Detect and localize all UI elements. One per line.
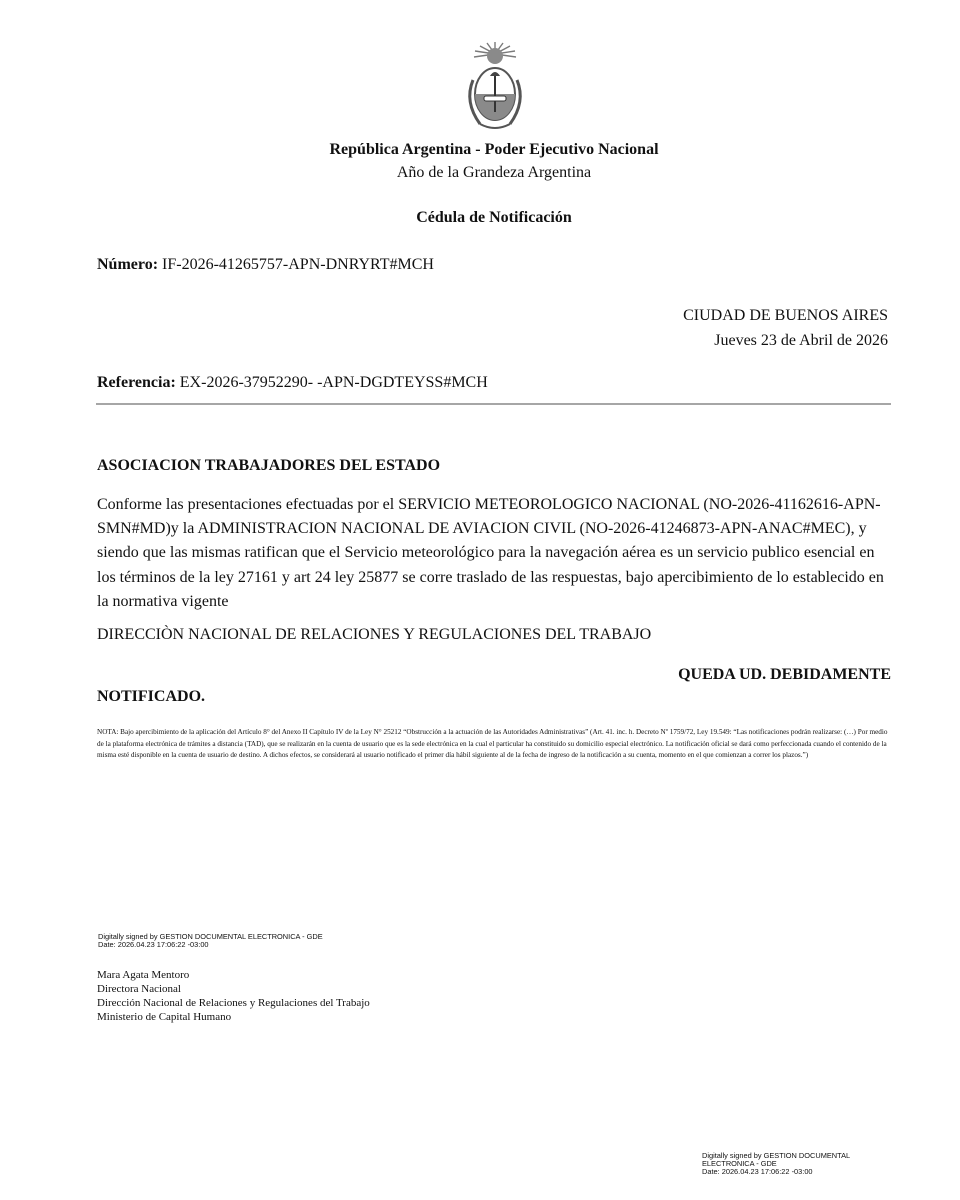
issuer-title: República Argentina - Poder Ejecutivo Nacional <box>329 141 659 158</box>
addressee: ASOCIACION TRABAJADORES DEL ESTADO <box>97 457 441 474</box>
document-title: Cédula de Notificación <box>416 209 572 226</box>
city: CIUDAD DE BUENOS AIRES <box>683 307 888 324</box>
argentina-coat-of-arms-icon <box>460 40 530 140</box>
signer-name: Mara Agata Mentoro <box>97 969 190 981</box>
date: Jueves 23 de Abril de 2026 <box>714 332 888 349</box>
footer-signature-stamp <box>702 1152 902 1176</box>
stamp-signed-by: Digitally signed by GESTION DOCUMENTAL ELECTRONICA - GDE <box>98 932 323 941</box>
stamp-date: Date: 2026.04.23 17:06:22 -03:00 <box>98 940 209 949</box>
signer-ministry: Ministerio de Capital Humano <box>97 1011 232 1023</box>
body-paragraph: Conforme las presentaciones efectuadas por el SERVICIO METEOROLOGICO NACIONAL (NO-2026-41162616-APN-SMN#MD)y la ADMINISTRACION NACIONAL DE AVIACION CIVIL (NO-2026-41246873-APN-ANAC#MEC), y siendo que las mismas ratifican que el Servicio meteorológico para la navegación aérea es un servicio publico esencial en los términos de la ley 27161 y art 24 ley 25877 se corre traslado de las respuestas, bajo apercibimiento de lo establecido en la normativa vigente <box>97 496 884 610</box>
footer-stamp-line-2: ELECTRONICA - GDE <box>702 1159 777 1168</box>
reference-label: Referencia: <box>97 374 176 391</box>
document-number <box>97 256 434 274</box>
number-label: Número: <box>97 256 159 273</box>
closing-line-2: NOTIFICADO. <box>97 688 206 705</box>
signer-role: Directora Nacional <box>97 983 181 995</box>
reference <box>97 374 488 392</box>
digital-signature-stamp <box>98 933 323 949</box>
closing-line-1: QUEDA UD. DEBIDAMENTE <box>678 666 891 683</box>
signer-office: Dirección Nacional de Relaciones y Regulaciones del Trabajo <box>97 997 370 1009</box>
place-and-date <box>683 303 888 353</box>
issuing-direction: DIRECCIÒN NACIONAL DE RELACIONES Y REGULACIONES DEL TRABAJO <box>97 626 652 643</box>
footer-stamp-date: Date: 2026.04.23 17:06:22 -03:00 <box>702 1167 813 1176</box>
separator-line <box>96 403 891 405</box>
reference-value: EX-2026-37952290- -APN-DGDTEYSS#MCH <box>179 374 488 391</box>
legal-note: NOTA: Bajo apercibimiento de la aplicación del Artículo 8° del Anexo II Capítulo IV de la Ley N° 25212 “Obstrucción a la actuación de las Autoridades Administrativas” (Art. 41. inc. h. Decreto Nº 1759/72, Ley 19.549: “Las notificaciones podrán realizarse: (…) Por medio de la plataforma electrónica de trámites a distancia (TAD), que se realizarán en la cuenta de usuario que es la sede electrónica en la cual el particular ha constituido su domicilio especial electrónico. La notificación oficial se dará como perfeccionada cuando el contenido de la misma esté disponible en la cuenta de usuario de destino. A dichos efectos, se considerará al usuario notificado el primer día hábil siguiente al de la fecha de ingreso de la notificación a su cuenta, momento en el que comienzan a correr los plazos.”) <box>97 728 888 759</box>
signer-block <box>97 968 370 1024</box>
footer-stamp-line-1: Digitally signed by GESTION DOCUMENTAL <box>702 1151 851 1160</box>
number-value: IF-2026-41265757-APN-DNRYRT#MCH <box>162 256 434 273</box>
year-motto: Año de la Grandeza Argentina <box>396 164 592 181</box>
